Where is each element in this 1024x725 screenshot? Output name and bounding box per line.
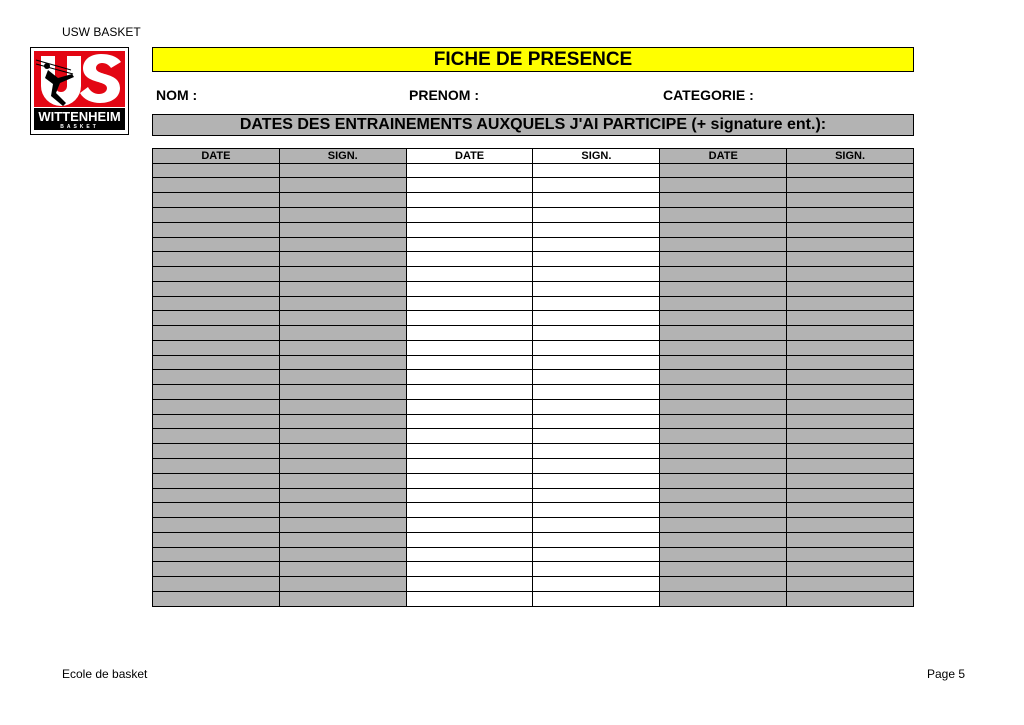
table-row: [153, 562, 914, 577]
date-cell[interactable]: [660, 207, 787, 222]
signature-cell[interactable]: [533, 355, 660, 370]
table-row: [153, 459, 914, 474]
date-cell[interactable]: [660, 222, 787, 237]
club-logo: [30, 47, 129, 135]
date-cell[interactable]: [406, 591, 533, 606]
footer-page-number: Page 5: [927, 667, 966, 681]
table-row: [153, 163, 914, 178]
signature-cell[interactable]: [787, 429, 914, 444]
table-row: [153, 385, 914, 400]
date-cell[interactable]: [153, 296, 280, 311]
date-cell[interactable]: [660, 311, 787, 326]
date-cell[interactable]: [153, 163, 280, 178]
signature-cell[interactable]: [533, 488, 660, 503]
signature-cell[interactable]: [787, 444, 914, 459]
signature-cell[interactable]: [533, 281, 660, 296]
date-cell[interactable]: [406, 370, 533, 385]
date-cell[interactable]: [660, 340, 787, 355]
date-cell[interactable]: [153, 207, 280, 222]
signature-cell[interactable]: [279, 237, 406, 252]
date-cell[interactable]: [153, 178, 280, 193]
column-header-date-3: DATE: [660, 149, 787, 164]
signature-cell[interactable]: [279, 414, 406, 429]
date-cell[interactable]: [660, 281, 787, 296]
date-cell[interactable]: [153, 326, 280, 341]
signature-cell[interactable]: [787, 562, 914, 577]
date-cell[interactable]: [660, 503, 787, 518]
signature-cell[interactable]: [787, 163, 914, 178]
signature-cell[interactable]: [279, 577, 406, 592]
date-cell[interactable]: [406, 163, 533, 178]
signature-cell[interactable]: [279, 193, 406, 208]
signature-cell[interactable]: [787, 399, 914, 414]
signature-cell[interactable]: [279, 222, 406, 237]
header-org: USW BASKET: [62, 25, 141, 39]
date-cell[interactable]: [153, 252, 280, 267]
table-row: [153, 370, 914, 385]
signature-cell[interactable]: [533, 340, 660, 355]
date-cell[interactable]: [660, 237, 787, 252]
table-row: [153, 399, 914, 414]
signature-cell[interactable]: [279, 370, 406, 385]
date-cell[interactable]: [406, 399, 533, 414]
signature-cell[interactable]: [279, 591, 406, 606]
date-cell[interactable]: [406, 473, 533, 488]
signature-cell[interactable]: [279, 281, 406, 296]
date-cell[interactable]: [406, 326, 533, 341]
table-row: [153, 311, 914, 326]
date-cell[interactable]: [660, 370, 787, 385]
table-row: [153, 193, 914, 208]
date-cell[interactable]: [153, 414, 280, 429]
date-cell[interactable]: [153, 193, 280, 208]
signature-cell[interactable]: [279, 473, 406, 488]
date-cell[interactable]: [153, 267, 280, 282]
signature-cell[interactable]: [533, 267, 660, 282]
signature-cell[interactable]: [787, 193, 914, 208]
signature-cell[interactable]: [787, 459, 914, 474]
date-cell[interactable]: [406, 562, 533, 577]
signature-cell[interactable]: [279, 532, 406, 547]
date-cell[interactable]: [406, 207, 533, 222]
signature-cell[interactable]: [533, 414, 660, 429]
signature-cell[interactable]: [279, 547, 406, 562]
signature-cell[interactable]: [279, 444, 406, 459]
date-cell[interactable]: [153, 577, 280, 592]
signature-cell[interactable]: [533, 473, 660, 488]
table-row: [153, 237, 914, 252]
signature-cell[interactable]: [533, 193, 660, 208]
table-row: [153, 444, 914, 459]
date-cell[interactable]: [406, 252, 533, 267]
signature-cell[interactable]: [533, 532, 660, 547]
categorie-label: CATEGORIE :: [663, 87, 754, 103]
signature-cell[interactable]: [787, 414, 914, 429]
signature-cell[interactable]: [533, 503, 660, 518]
date-cell[interactable]: [660, 488, 787, 503]
signature-cell[interactable]: [279, 399, 406, 414]
signature-cell[interactable]: [533, 163, 660, 178]
date-cell[interactable]: [406, 532, 533, 547]
attendance-table: [152, 148, 914, 607]
signature-cell[interactable]: [533, 385, 660, 400]
signature-cell[interactable]: [787, 178, 914, 193]
date-cell[interactable]: [406, 340, 533, 355]
date-cell[interactable]: [660, 399, 787, 414]
date-cell[interactable]: [153, 340, 280, 355]
date-cell[interactable]: [660, 591, 787, 606]
signature-cell[interactable]: [533, 518, 660, 533]
date-cell[interactable]: [406, 281, 533, 296]
date-cell[interactable]: [406, 488, 533, 503]
signature-cell[interactable]: [787, 488, 914, 503]
us-wittenheim-logo-icon: [31, 48, 128, 134]
table-row: [153, 591, 914, 606]
table-row: [153, 355, 914, 370]
date-cell[interactable]: [153, 503, 280, 518]
date-cell[interactable]: [406, 444, 533, 459]
signature-cell[interactable]: [279, 163, 406, 178]
signature-cell[interactable]: [279, 429, 406, 444]
table-row: [153, 503, 914, 518]
date-cell[interactable]: [660, 473, 787, 488]
signature-cell[interactable]: [279, 207, 406, 222]
date-cell[interactable]: [153, 444, 280, 459]
date-cell[interactable]: [660, 577, 787, 592]
date-cell[interactable]: [406, 222, 533, 237]
signature-cell[interactable]: [533, 237, 660, 252]
signature-cell[interactable]: [787, 340, 914, 355]
date-cell[interactable]: [660, 355, 787, 370]
date-cell[interactable]: [153, 355, 280, 370]
date-cell[interactable]: [660, 385, 787, 400]
signature-cell[interactable]: [533, 252, 660, 267]
table-row: [153, 178, 914, 193]
form-title: FICHE DE PRESENCE: [152, 47, 914, 72]
date-cell[interactable]: [153, 429, 280, 444]
signature-cell[interactable]: [279, 340, 406, 355]
date-cell[interactable]: [406, 547, 533, 562]
signature-cell[interactable]: [533, 459, 660, 474]
footer-school: Ecole de basket: [62, 667, 148, 681]
table-row: [153, 577, 914, 592]
date-cell[interactable]: [406, 518, 533, 533]
nom-label: NOM :: [156, 87, 198, 103]
svg-text:BASKET: BASKET: [60, 124, 99, 130]
signature-cell[interactable]: [533, 311, 660, 326]
signature-cell[interactable]: [787, 267, 914, 282]
signature-cell[interactable]: [279, 178, 406, 193]
signature-cell[interactable]: [787, 281, 914, 296]
date-cell[interactable]: [153, 281, 280, 296]
table-row: [153, 207, 914, 222]
date-cell[interactable]: [660, 296, 787, 311]
signature-cell[interactable]: [279, 296, 406, 311]
table-row: [153, 252, 914, 267]
table-row: [153, 281, 914, 296]
signature-cell[interactable]: [787, 532, 914, 547]
signature-cell[interactable]: [279, 385, 406, 400]
signature-cell[interactable]: [279, 326, 406, 341]
signature-cell[interactable]: [787, 547, 914, 562]
date-cell[interactable]: [153, 370, 280, 385]
date-cell[interactable]: [406, 385, 533, 400]
date-cell[interactable]: [153, 399, 280, 414]
signature-cell[interactable]: [533, 207, 660, 222]
date-cell[interactable]: [153, 532, 280, 547]
table-row: [153, 267, 914, 282]
date-cell[interactable]: [406, 311, 533, 326]
date-cell[interactable]: [406, 178, 533, 193]
table-row: [153, 532, 914, 547]
date-cell[interactable]: [153, 518, 280, 533]
signature-cell[interactable]: [279, 252, 406, 267]
table-row: [153, 518, 914, 533]
signature-cell[interactable]: [787, 518, 914, 533]
signature-cell[interactable]: [533, 296, 660, 311]
signature-cell[interactable]: [279, 518, 406, 533]
table-row: [153, 429, 914, 444]
signature-cell[interactable]: [787, 577, 914, 592]
date-cell[interactable]: [153, 385, 280, 400]
signature-cell[interactable]: [279, 311, 406, 326]
column-header-sign-2: SIGN.: [533, 149, 660, 164]
date-cell[interactable]: [153, 237, 280, 252]
signature-cell[interactable]: [787, 370, 914, 385]
date-cell[interactable]: [406, 459, 533, 474]
date-cell[interactable]: [153, 547, 280, 562]
signature-cell[interactable]: [533, 178, 660, 193]
signature-cell[interactable]: [279, 355, 406, 370]
signature-cell[interactable]: [533, 591, 660, 606]
date-cell[interactable]: [153, 222, 280, 237]
signature-cell[interactable]: [279, 562, 406, 577]
date-cell[interactable]: [660, 193, 787, 208]
column-header-sign-3: SIGN.: [787, 149, 914, 164]
prenom-label: PRENOM :: [409, 87, 479, 103]
table-row: [153, 488, 914, 503]
table-row: [153, 473, 914, 488]
signature-cell[interactable]: [787, 237, 914, 252]
signature-cell[interactable]: [533, 444, 660, 459]
signature-cell[interactable]: [787, 473, 914, 488]
table-row: [153, 547, 914, 562]
date-cell[interactable]: [660, 532, 787, 547]
date-cell[interactable]: [406, 355, 533, 370]
date-cell[interactable]: [406, 577, 533, 592]
date-cell[interactable]: [660, 547, 787, 562]
signature-cell[interactable]: [533, 370, 660, 385]
date-cell[interactable]: [406, 429, 533, 444]
table-row: [153, 326, 914, 341]
signature-cell[interactable]: [279, 503, 406, 518]
signature-cell[interactable]: [279, 459, 406, 474]
signature-cell[interactable]: [279, 488, 406, 503]
date-cell[interactable]: [660, 459, 787, 474]
signature-cell[interactable]: [787, 222, 914, 237]
signature-cell[interactable]: [787, 326, 914, 341]
column-header-date-1: DATE: [153, 149, 280, 164]
signature-cell[interactable]: [533, 577, 660, 592]
signature-cell[interactable]: [787, 252, 914, 267]
column-header-date-2: DATE: [406, 149, 533, 164]
date-cell[interactable]: [406, 267, 533, 282]
date-cell[interactable]: [660, 267, 787, 282]
date-cell[interactable]: [153, 473, 280, 488]
date-cell[interactable]: [660, 163, 787, 178]
signature-cell[interactable]: [533, 399, 660, 414]
date-cell[interactable]: [406, 193, 533, 208]
signature-cell[interactable]: [533, 562, 660, 577]
attendance-table-body: [153, 163, 914, 606]
date-cell[interactable]: [153, 488, 280, 503]
date-cell[interactable]: [660, 178, 787, 193]
signature-cell[interactable]: [787, 591, 914, 606]
signature-cell[interactable]: [533, 429, 660, 444]
signature-cell[interactable]: [279, 267, 406, 282]
date-cell[interactable]: [660, 518, 787, 533]
date-cell[interactable]: [153, 591, 280, 606]
signature-cell[interactable]: [787, 385, 914, 400]
signature-cell[interactable]: [533, 547, 660, 562]
date-cell[interactable]: [406, 503, 533, 518]
date-cell[interactable]: [153, 562, 280, 577]
date-cell[interactable]: [406, 237, 533, 252]
signature-cell[interactable]: [787, 296, 914, 311]
table-row: [153, 296, 914, 311]
date-cell[interactable]: [660, 444, 787, 459]
dates-section-title: DATES DES ENTRAINEMENTS AUXQUELS J'AI PARTICIPE (+ signature ent.):: [152, 114, 914, 136]
date-cell[interactable]: [406, 296, 533, 311]
date-cell[interactable]: [660, 562, 787, 577]
signature-cell[interactable]: [533, 222, 660, 237]
date-cell[interactable]: [660, 429, 787, 444]
table-header-row: [153, 149, 914, 164]
table-row: [153, 222, 914, 237]
signature-cell[interactable]: [533, 326, 660, 341]
signature-cell[interactable]: [787, 503, 914, 518]
date-cell[interactable]: [153, 459, 280, 474]
date-cell[interactable]: [660, 326, 787, 341]
signature-cell[interactable]: [787, 207, 914, 222]
date-cell[interactable]: [406, 414, 533, 429]
date-cell[interactable]: [153, 311, 280, 326]
date-cell[interactable]: [660, 252, 787, 267]
column-header-sign-1: SIGN.: [279, 149, 406, 164]
signature-cell[interactable]: [787, 311, 914, 326]
signature-cell[interactable]: [787, 355, 914, 370]
table-row: [153, 414, 914, 429]
svg-text:WITTENHEIM: WITTENHEIM: [38, 109, 121, 124]
table-row: [153, 340, 914, 355]
date-cell[interactable]: [660, 414, 787, 429]
